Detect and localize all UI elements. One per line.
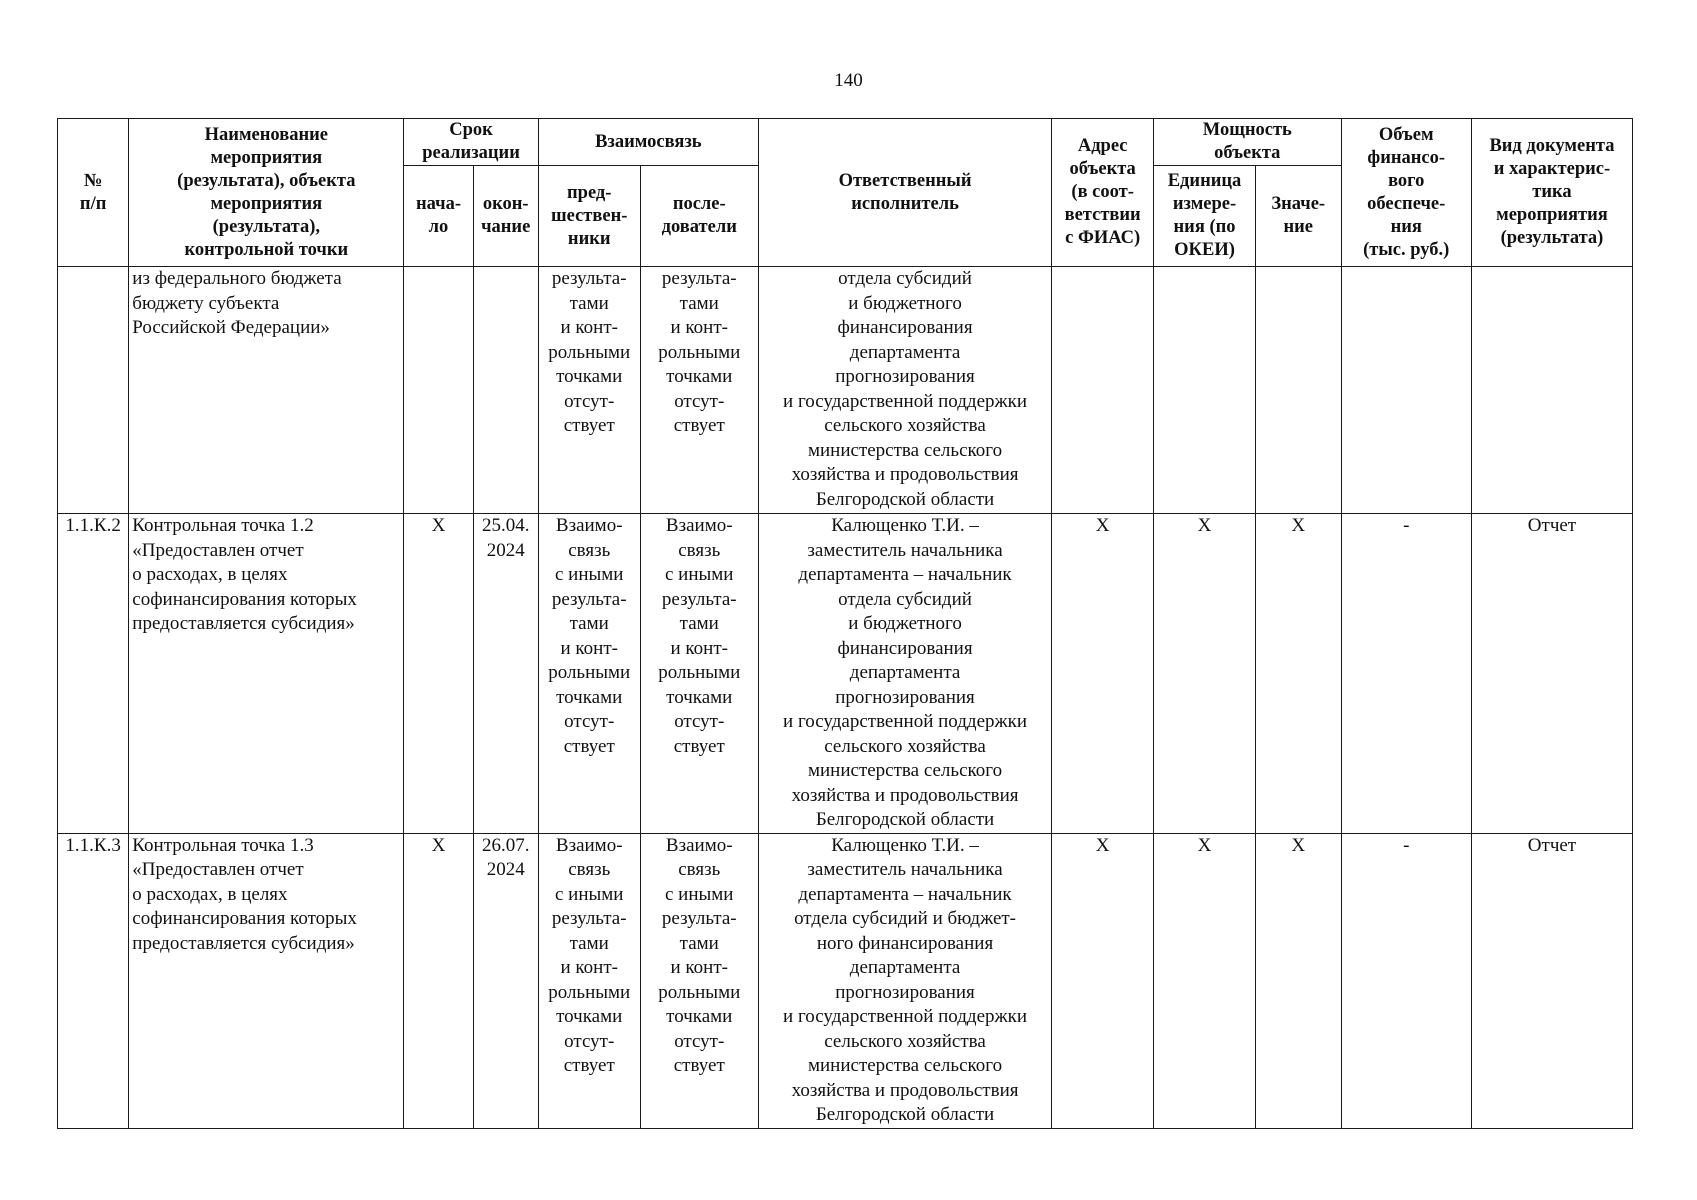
cell-unit: X — [1154, 833, 1256, 1128]
col-header-capacity: Мощность объекта — [1154, 119, 1341, 166]
cell-funding: - — [1341, 514, 1471, 834]
cell-start: X — [404, 514, 473, 834]
cell-address — [1052, 267, 1154, 514]
cell-start — [404, 267, 473, 514]
cell-value: X — [1255, 514, 1341, 834]
cell-name: из федерального бюджета бюджету субъекта Российской Федерации» — [129, 267, 404, 514]
col-header-term-start: нача- ло — [404, 166, 473, 267]
cell-name: Контрольная точка 1.3 «Предоставлен отчет о расходах, в целях софинансирования которых предоставляется субсидия» — [129, 833, 404, 1128]
col-header-address: Адрес объекта (в соот- ветствии с ФИАС) — [1052, 119, 1154, 267]
table-header-row — [58, 119, 1633, 166]
activities-table — [57, 118, 1633, 1129]
col-header-capacity-unit: Единица измере- ния (по ОКЕИ) — [1154, 166, 1256, 267]
col-header-successors: после- дователи — [640, 166, 758, 267]
cell-successors: результа- тами и конт- рольными точками отсут- ствует — [640, 267, 758, 514]
cell-number — [58, 267, 129, 514]
cell-funding — [1341, 267, 1471, 514]
cell-value: X — [1255, 833, 1341, 1128]
cell-successors: Взаимо- связь с иными результа- тами и конт- рольными точками отсут- ствует — [640, 514, 758, 834]
cell-doc-type: Отчет — [1471, 514, 1632, 834]
col-header-funding: Объем финансо- вого обеспече- ния (тыс. руб.) — [1341, 119, 1471, 267]
cell-number: 1.1.К.3 — [58, 833, 129, 1128]
cell-unit — [1154, 267, 1256, 514]
cell-successors: Взаимо- связь с иными результа- тами и конт- рольными точками отсут- ствует — [640, 833, 758, 1128]
col-header-name: Наименование мероприятия (результата), объекта мероприятия (результата), контрольной точки — [129, 119, 404, 267]
cell-unit: X — [1154, 514, 1256, 834]
table-row — [58, 514, 1633, 834]
cell-end — [473, 267, 538, 514]
table-row — [58, 833, 1633, 1128]
cell-name: Контрольная точка 1.2 «Предоставлен отчет о расходах, в целях софинансирования которых предоставляется субсидия» — [129, 514, 404, 834]
cell-end: 26.07. 2024 — [473, 833, 538, 1128]
cell-predecessors: результа- тами и конт- рольными точками отсут- ствует — [538, 267, 640, 514]
cell-responsible: Калющенко Т.И. – заместитель начальника департамента – начальник отдела субсидий и бюджетного финансирования департамента прогнозирования и государственной поддержки сельского хозяйства министерства сельского хозяйства и продовольствия Белгородской области — [758, 514, 1051, 834]
col-header-capacity-value: Значе- ние — [1255, 166, 1341, 267]
col-header-number: № п/п — [58, 119, 129, 267]
cell-start: X — [404, 833, 473, 1128]
table-row — [58, 267, 1633, 514]
cell-predecessors: Взаимо- связь с иными результа- тами и конт- рольными точками отсут- ствует — [538, 833, 640, 1128]
col-header-relation: Взаимосвязь — [538, 119, 758, 166]
cell-address: X — [1052, 514, 1154, 834]
page-number: 140 — [834, 70, 863, 91]
cell-responsible: отдела субсидий и бюджетного финансирования департамента прогнозирования и государственной поддержки сельского хозяйства министерства сельского хозяйства и продовольствия Белгородской области — [758, 267, 1051, 514]
col-header-term-end: окон- чание — [473, 166, 538, 267]
cell-funding: - — [1341, 833, 1471, 1128]
col-header-doc-type: Вид документа и характерис- тика мероприятия (результата) — [1471, 119, 1632, 267]
cell-predecessors: Взаимо- связь с иными результа- тами и конт- рольными точками отсут- ствует — [538, 514, 640, 834]
cell-end: 25.04. 2024 — [473, 514, 538, 834]
cell-doc-type — [1471, 267, 1632, 514]
cell-address: X — [1052, 833, 1154, 1128]
col-header-predecessors: пред- шествен- ники — [538, 166, 640, 267]
cell-value — [1255, 267, 1341, 514]
cell-number: 1.1.К.2 — [58, 514, 129, 834]
cell-doc-type: Отчет — [1471, 833, 1632, 1128]
col-header-term: Срок реализации — [404, 119, 538, 166]
cell-responsible: Калющенко Т.И. – заместитель начальника департамента – начальник отдела субсидий и бюджет- ного финансирования департамента прогнозирования и государственной поддержки сельского хозяйства министерства сельского хозяйства и продовольствия Белгородской области — [758, 833, 1051, 1128]
col-header-responsible: Ответственный исполнитель — [758, 119, 1051, 267]
